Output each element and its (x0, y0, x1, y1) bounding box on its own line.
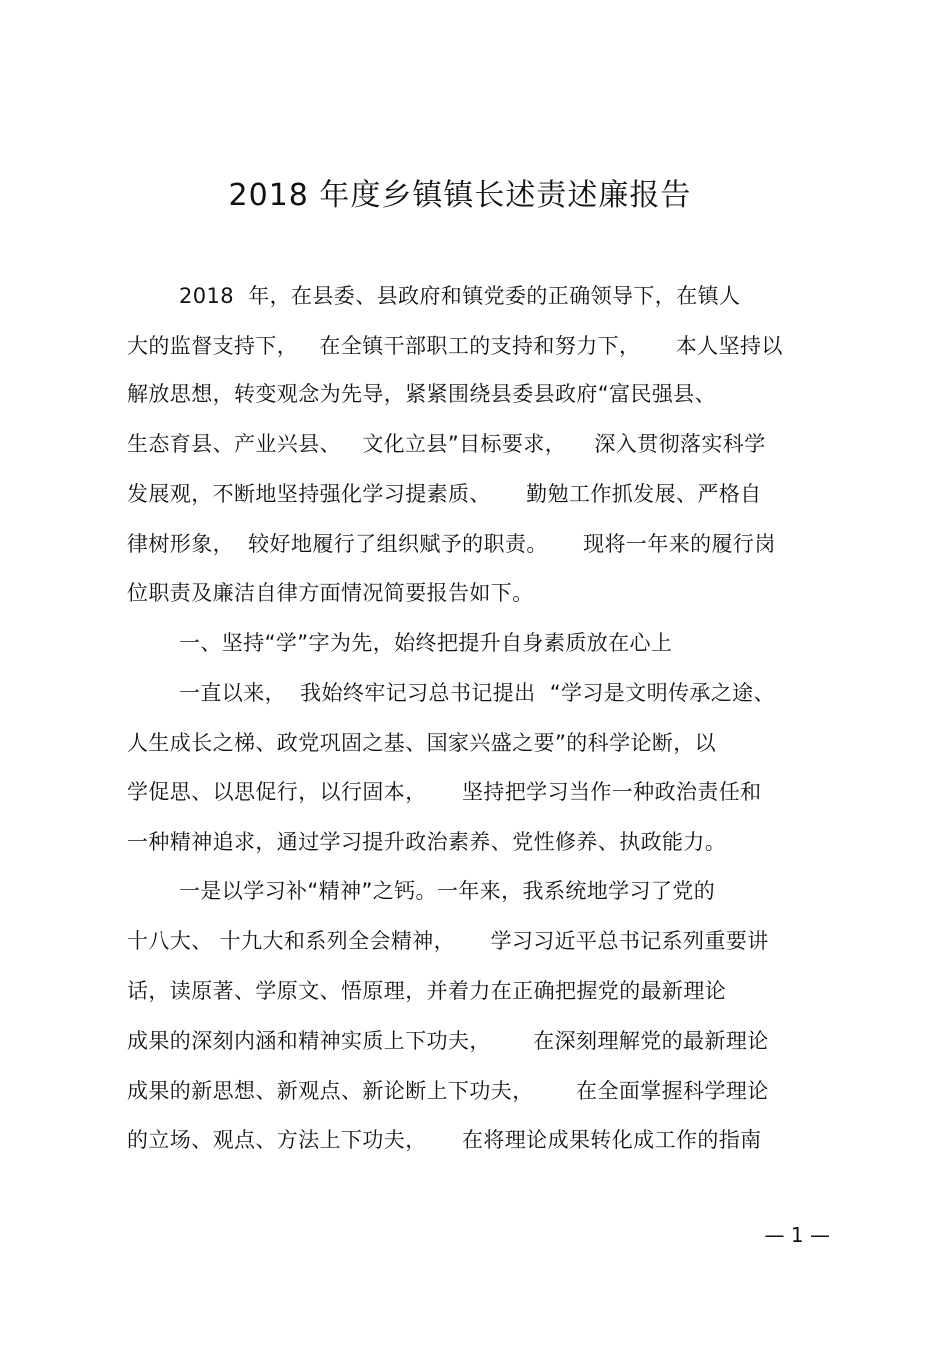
body-line: 成果的深刻内涵和精神实质上下功夫， 在深刻理解党的最新理论 (127, 1029, 769, 1053)
body-line: 一种精神追求，通过学习提升政治素养、党性修养、执政能力。 (127, 830, 727, 854)
body-line: 生态育县、产业兴县、 文化立县”目标要求， 深入贯彻落实科学 (127, 432, 766, 456)
body-line: 大的监督支持下， 在全镇干部职工的支持和努力下， 本人坚持以 (127, 334, 783, 358)
body-line: 解放思想，转变观念为先导，紧紧围绕县委县政府“富民强县、 (127, 382, 717, 406)
section-heading: 一、坚持“学”字为先，始终把提升自身素质放在心上 (179, 631, 673, 655)
body-line: 的立场、观点、方法上下功夫， 在将理论成果转化成工作的指南 (127, 1128, 762, 1152)
body-line: 一是以学习补“精神”之钙。一年来，我系统地学习了党的 (179, 879, 716, 903)
body-line: 十八大、 十九大和系列全会精神， 学习习近平总书记系列重要讲 (127, 929, 769, 953)
body-line: 2018 年，在县委、县政府和镇党委的正确领导下，在镇人 (179, 284, 741, 308)
body-line: 话，读原著、学原文、悟原理，并着力在正确把握党的最新理论 (127, 979, 727, 1003)
body-line: 一直以来， 我始终牢记习总书记提出 “学习是文明传承之途、 (179, 681, 775, 705)
page-number: — 1 — (764, 1223, 830, 1247)
body-line: 学促思、以思促行，以行固本， 坚持把学习当作一种政治责任和 (127, 780, 762, 804)
document-title: 2018 年度乡镇镇长述责述廉报告 (228, 178, 692, 213)
body-line: 位职责及廉洁自律方面情况简要报告如下。 (127, 581, 534, 605)
body-line: 成果的新思想、新观点、新论断上下功夫， 在全面掌握科学理论 (127, 1079, 769, 1103)
body-line: 律树形象， 较好地履行了组织赋予的职责。 现将一年来的履行岗 (127, 532, 776, 556)
body-line: 人生成长之梯、政党巩固之基、国家兴盛之要”的科学论断，以 (127, 731, 717, 755)
body-line: 发展观，不断地坚持强化学习提素质、 勤勉工作抓发展、严格自 (127, 482, 762, 506)
